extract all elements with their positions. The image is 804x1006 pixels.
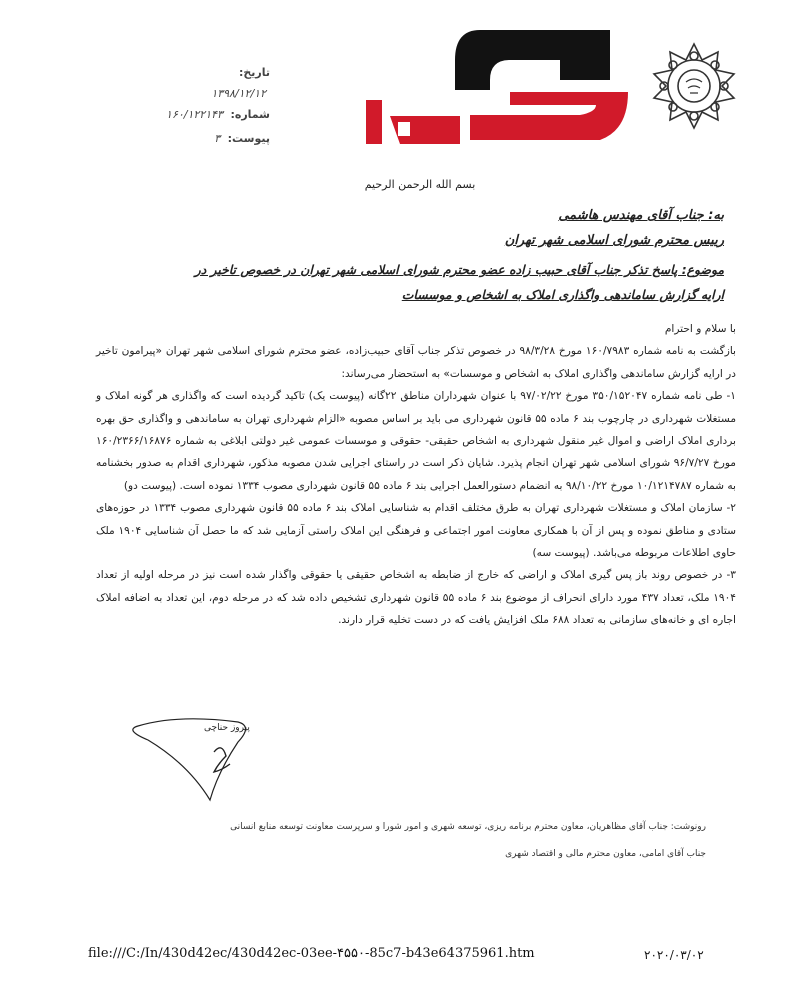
logo-black-shape xyxy=(455,30,610,90)
attachment-value: ۳ xyxy=(214,132,221,145)
attachment-label: پیوست: xyxy=(227,132,270,145)
print-date: ۲۰۲۰/۰۳/۰۲ xyxy=(644,948,704,962)
logo-red-bar xyxy=(366,100,382,144)
date-label: تاریخ: xyxy=(238,66,270,79)
paragraph-3: ۳- در خصوص روند باز پس گیری املاک و اراضی که خارج از ضابطه به اشخاص حقیقی یا حقوقی واگذار شده است نیز در مرحله اولیه از تعداد ۱۹۰۴ ملک، تعداد ۴۳۷ مورد دارای انحراف از موضوع بند ۶ ماده ۵۵ قانون شهرداری تشخیص داده شد که در مرحله دوم، این تعداد به اضافه املاک اجاره ای و خانه‌های سازمانی به تعداد ۶۸۸ ملک افزایش یافت که در دست تخلیه قرار دارند. xyxy=(96,569,736,627)
brand-logo xyxy=(360,20,638,154)
file-path: file:///C:/In/430d42ec/430d42ec-03ee-۴۵۵۰-85c7-b43e64375961.htm xyxy=(88,946,535,961)
subject-line-1: موضوع: پاسخ تذکر جناب آقای حبیب زاده عضو محترم شورای اسلامی شهر تهران در خصوص تاخیر در xyxy=(194,262,724,277)
cc-line-2: جناب آقای امامی، معاون محترم مالی و اقتصاد شهری xyxy=(505,849,706,859)
recipient-title: رییس محترم شورای اسلامی شهر تهران xyxy=(504,233,724,248)
date-value-field xyxy=(130,87,270,100)
number-field xyxy=(130,108,270,121)
logo-red-shape xyxy=(470,92,628,140)
number-value: ۱۶۰/۱۲۲۱۴۳ xyxy=(166,108,223,121)
letter-body xyxy=(96,318,736,632)
recipient-name: به: جناب آقای مهندس هاشمی xyxy=(558,208,724,223)
paragraph-2: ۲- سازمان املاک و مستغلات شهرداری تهران به طرق مختلف اقدام به شناسایی املاک بند ۶ ماده ۵۵ قانون شهرداری مصوب ۱۳۳۴ در حوزه‌های ستادی و مناطق نموده و پس از آن با همکاری معاونت امور اجتماعی و فرهنگی این املاک راستی آزمایی شد که ما حصل آن شناسایی ۱۹۰۴ ملک حاوی اطلاعات مربوطه می‌باشد. (پیوست سه) xyxy=(96,502,736,560)
subject-line-2: ارایه گزارش ساماندهی واگذاری املاک به اشخاص و موسسات xyxy=(401,287,724,302)
cc-line-1: رونوشت: جناب آقای مظاهریان، معاون محترم برنامه ریزی، توسعه شهری و امور شورا و سرپرست معاونت توسعه منابع انسانی xyxy=(230,822,706,832)
date-field xyxy=(130,66,270,79)
number-label: شماره: xyxy=(230,108,270,121)
paragraph-intro: بازگشت به نامه شماره ۱۶۰/۷۹۸۳ مورخ ۹۸/۳/۲۸ در خصوص تذکر جناب آقای حبیب‌زاده، عضو محترم شورای اسلامی شهر تهران «پیرامون تاخیر در ارایه گزارش ساماندهی واگذاری املاک به اشخاص و موسسات» به استحضار می‌رساند: xyxy=(96,345,737,380)
municipality-seal-icon xyxy=(646,38,742,134)
attachment-field xyxy=(130,132,270,145)
basmala: بسم الله الرحمن الرحیم xyxy=(364,178,476,191)
greeting: با سلام و احترام xyxy=(664,323,736,335)
paragraph-1: ۱- طی نامه شماره ۳۵۰/۱۵۲۰۴۷ مورخ ۹۷/۰۲/۲۲ با عنوان شهرداران مناطق ۲۲گانه (پیوست یک) تاکید گردیده است که واگذاری هر گونه املاک و مستغلات شهرداری در چارچوب بند ۶ ماده ۵۵ قانون شهرداری می باید بر اساس مصوبه «الزام شهرداری تهران به ساماندهی و واگذاری حق بهره برداری املاک اراضی و اموال غیر منقول شهرداری به اشخاص حقیقی- حقوقی و موسسات عمومی غیر دولتی ابلاغی به شماره ۱۶۰/۲۳۶۶/۱۶۸۷۶ مورخ ۹۶/۷/۲۷ شورای اسلامی شهر تهران انجام پذیرد. شایان ذکر است در راستای اجرایی شدن مصوبه مذکور، شهرداری اقدام به صدور بخشنامه به شماره ۱۰/۱۲۱۴۷۸۷ مورخ ۹۸/۱۰/۲۲ به انضمام دستورالعمل اجرایی بند ۶ ماده ۵۵ قانون شهرداری مصوب ۱۳۳۴ نموده است. (پیوست دو) xyxy=(96,390,736,492)
signatory-name: پیروز حناچی xyxy=(204,723,250,733)
date-value: ۱۳۹۸/۱۲/۱۲ xyxy=(211,87,266,100)
